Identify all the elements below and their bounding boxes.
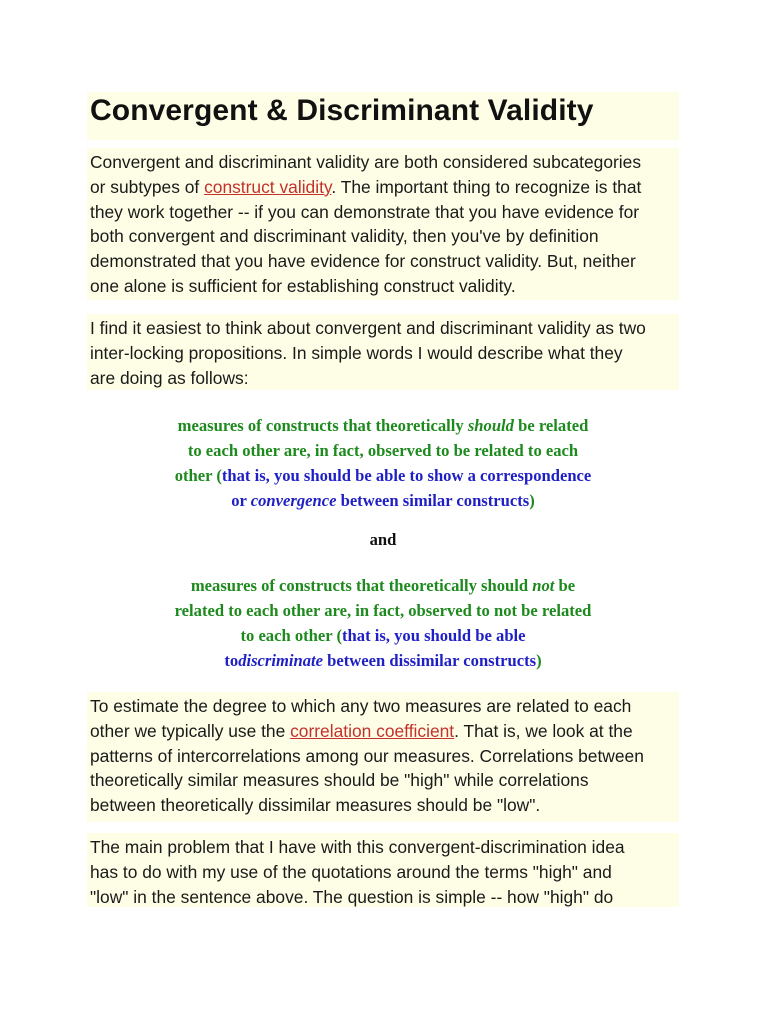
text-line: patterns of intercorrelations among our measures. Correlations between: [90, 745, 644, 766]
discriminant-proposition: [87, 573, 679, 673]
paragraph-propositions: [87, 314, 679, 390]
text-line: "low" in the sentence above. The question is simple -- how "high" do: [90, 886, 614, 907]
text-line: I find it easiest to think about convergent and discriminant validity as two: [90, 318, 646, 338]
emphasis-discriminate: discriminate: [238, 651, 324, 670]
text-span: . The important thing to recognize is that: [331, 176, 642, 197]
text-span: between similar constructs: [336, 491, 530, 510]
paragraph-propositions-text: [90, 316, 690, 390]
paragraph-correlation-text: [90, 694, 690, 818]
paragraph-intro-text: [90, 150, 690, 299]
text-span: other (: [174, 466, 222, 485]
construct-validity-link[interactable]: construct validity: [204, 176, 332, 197]
convergent-proposition: [87, 413, 679, 513]
text-span: other we typically use the: [90, 720, 291, 741]
text-span: to each other (: [240, 626, 343, 645]
text-span: or subtypes of: [90, 176, 205, 197]
text-line: has to do with my use of the quotations around the terms "high" and: [90, 861, 612, 882]
quote-line: [87, 463, 679, 488]
emphasis-convergence: convergence: [250, 491, 337, 510]
text-line: [90, 719, 690, 744]
paragraph-intro: [87, 148, 679, 300]
text-line: [90, 175, 690, 200]
emphasis-not: not: [532, 576, 555, 595]
quote-line: to each other are, in fact, observed to be related to each: [187, 441, 579, 460]
text-span: that is, you should be able: [342, 626, 526, 645]
paragraph-correlation: [87, 692, 679, 822]
text-line: are doing as follows:: [90, 367, 249, 388]
text-line: one alone is sufficient for establishing construct validity.: [90, 275, 516, 296]
paragraph-problem-text: [90, 835, 690, 909]
quote-line: [87, 623, 679, 648]
text-line: The main problem that I have with this convergent-discrimination idea: [90, 837, 625, 857]
text-span: to: [224, 651, 239, 670]
text-span: between dissimilar constructs: [323, 651, 537, 670]
page-title: Convergent & Discriminant Validity: [90, 94, 594, 127]
emphasis-should: should: [467, 416, 514, 435]
title-block: [87, 92, 679, 140]
and-separator: and: [369, 530, 397, 549]
quote-line: [87, 413, 679, 438]
text-span: ): [536, 651, 542, 670]
text-span: or: [231, 491, 251, 510]
text-span: ): [529, 491, 535, 510]
quote-line: [87, 573, 679, 598]
text-line: Convergent and discriminant validity are both considered subcategories: [90, 152, 642, 172]
text-line: they work together -- if you can demonstrate that you have evidence for: [90, 201, 640, 222]
text-line: To estimate the degree to which any two measures are related to each: [90, 696, 632, 716]
text-line: inter-locking propositions. In simple words I would describe what they: [90, 342, 623, 363]
text-line: theoretically similar measures should be "high" while correlations: [90, 770, 589, 791]
text-span: that is, you should be able to show a correspondence: [221, 466, 592, 485]
text-span: measures of constructs that theoretically: [177, 416, 468, 435]
text-line: both convergent and discriminant validity, then you've by definition: [90, 226, 599, 247]
quote-line: [87, 488, 679, 513]
correlation-coefficient-link[interactable]: correlation coefficient: [290, 720, 455, 741]
quote-line: [87, 648, 679, 673]
text-line: demonstrated that you have evidence for construct validity. But, neither: [90, 251, 636, 272]
text-span: measures of constructs that theoretically should: [190, 576, 533, 595]
text-span: be: [554, 576, 576, 595]
text-span: . That is, we look at the: [454, 720, 633, 741]
text-line: between theoretically dissimilar measures should be "low".: [90, 795, 541, 816]
text-span: be related: [513, 416, 589, 435]
paragraph-problem: [87, 833, 679, 907]
quote-line: related to each other are, in fact, observed to not be related: [174, 601, 592, 620]
